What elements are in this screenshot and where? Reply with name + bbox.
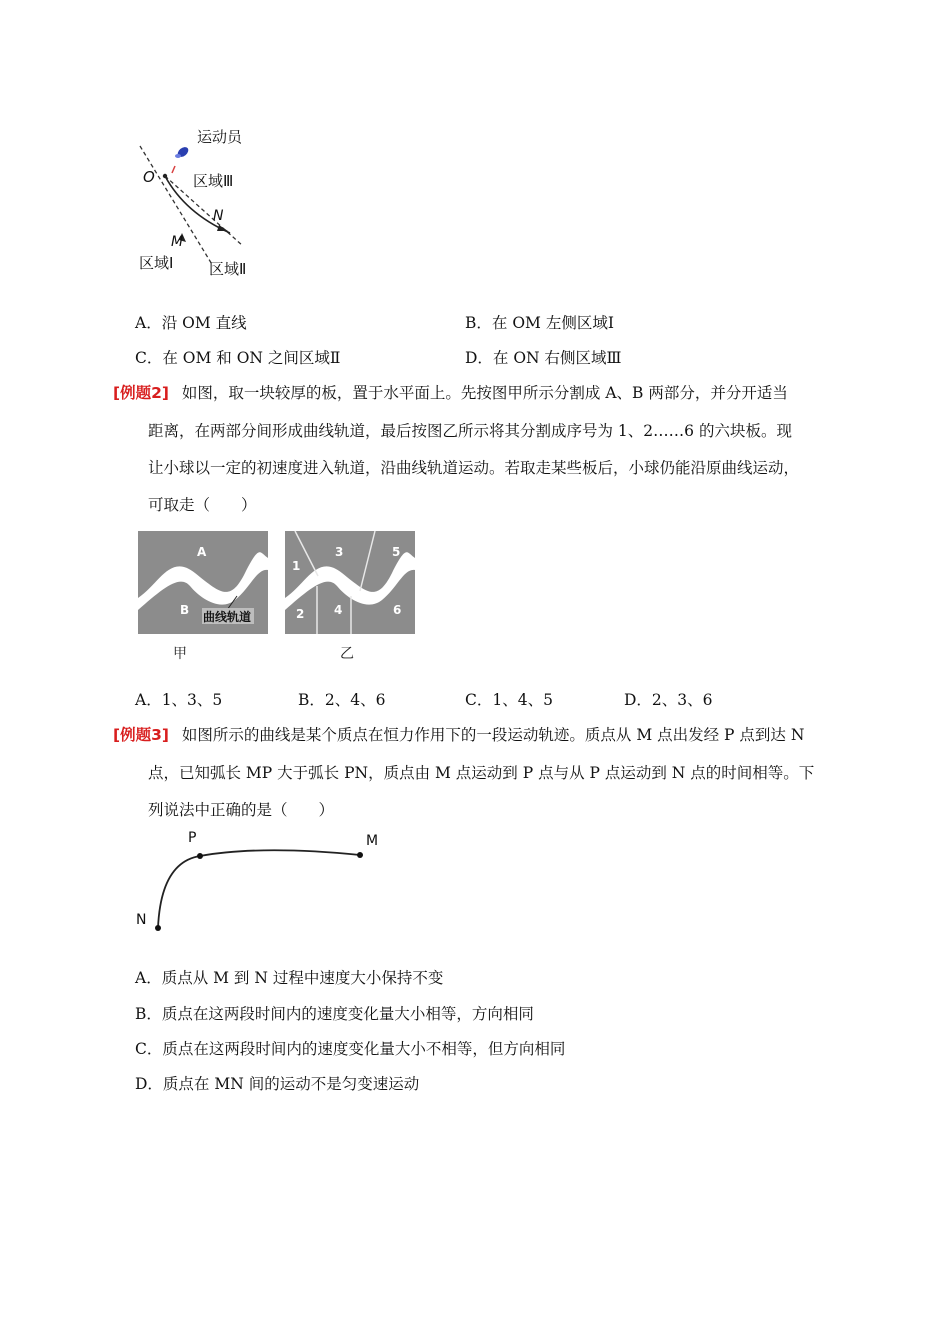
label-b: B: [180, 603, 190, 617]
caption-yi: 乙: [340, 646, 354, 662]
label-o: O: [143, 168, 155, 186]
example3-option-a[interactable]: A．质点从 M 到 N 过程中速度大小保持不变: [135, 969, 444, 987]
point-o-dot: [163, 174, 167, 178]
trajectory-curve: [158, 850, 360, 928]
example3-line3: 列说法中正确的是（ ）: [148, 801, 335, 819]
board-figure: [135, 528, 425, 668]
example2-line1: [113, 383, 788, 403]
label-p: P: [188, 830, 197, 846]
label-region1: 区域Ⅰ: [139, 254, 174, 272]
label-track: 曲线轨道: [203, 610, 252, 624]
example3-line1: [113, 725, 804, 745]
example2-text1: 如图，取一块较厚的板，置于水平面上。先按图甲所示分割成 A、B 两部分，并分开适当: [181, 384, 788, 402]
label-a: A: [197, 545, 207, 559]
point-m-dot: [357, 852, 363, 858]
example3-tag: [例题3]: [113, 726, 169, 744]
label-m: M: [171, 234, 184, 250]
label-athlete: 运动员: [197, 128, 243, 146]
label-4: 4: [334, 603, 343, 617]
label-3: 3: [335, 545, 344, 559]
option-a[interactable]: A．沿 OM 直线: [135, 314, 247, 332]
example3-option-b[interactable]: B．质点在这两段时间内的速度变化量大小相等，方向相同: [135, 1005, 534, 1023]
option-b[interactable]: B．在 OM 左侧区域Ⅰ: [465, 314, 614, 332]
option-d[interactable]: D．在 ON 右侧区域Ⅲ: [465, 349, 622, 367]
label-n: N: [136, 912, 147, 928]
point-n-dot: [155, 925, 161, 931]
example3-line2: 点，已知弧长 MP 大于弧长 PN，质点由 M 点运动到 P 点与从 P 点运动到 N 点的时间相等。下: [148, 764, 815, 782]
label-m: M: [366, 833, 379, 849]
label-region2: 区域Ⅱ: [209, 260, 247, 278]
athlete-trajectory-figure: [125, 118, 285, 288]
point-p-dot: [197, 853, 203, 859]
curve-mpn-figure: [130, 822, 400, 937]
label-n: N: [213, 208, 224, 224]
label-1: 1: [292, 559, 301, 573]
option-c[interactable]: C．在 OM 和 ON 之间区域Ⅱ: [135, 349, 341, 367]
example3-option-d[interactable]: D．质点在 MN 间的运动不是匀变速运动: [135, 1075, 420, 1093]
example2-line4: 可取走（ ）: [148, 496, 257, 514]
example2-tag: [例题2]: [113, 384, 169, 402]
board-jia: [138, 531, 268, 634]
label-2: 2: [296, 607, 305, 621]
athlete-icon: [172, 145, 190, 173]
example2-option-c[interactable]: C．1、4、5: [465, 691, 553, 709]
label-region3: 区域Ⅲ: [193, 172, 234, 190]
example3-option-c[interactable]: C．质点在这两段时间内的速度变化量大小不相等，但方向相同: [135, 1040, 566, 1058]
arrow-n: [217, 225, 228, 231]
label-6: 6: [393, 603, 402, 617]
example2-line3: 让小球以一定的初速度进入轨道，沿曲线轨道运动。若取走某些板后，小球仍能沿原曲线运动，: [148, 459, 800, 477]
label-5: 5: [392, 545, 401, 559]
board-yi: [285, 531, 415, 634]
example2-option-d[interactable]: D．2、3、6: [624, 691, 713, 709]
caption-jia: 甲: [173, 646, 187, 662]
example2-line2: 距离，在两部分间形成曲线轨道，最后按图乙所示将其分割成序号为 1、2……6 的六块板。现: [148, 422, 792, 440]
example2-option-b[interactable]: B．2、4、6: [298, 691, 386, 709]
example2-option-a[interactable]: A．1、3、5: [135, 691, 223, 709]
example3-text1: 如图所示的曲线是某个质点在恒力作用下的一段运动轨迹。质点从 M 点出发经 P 点到达 N: [181, 726, 805, 744]
